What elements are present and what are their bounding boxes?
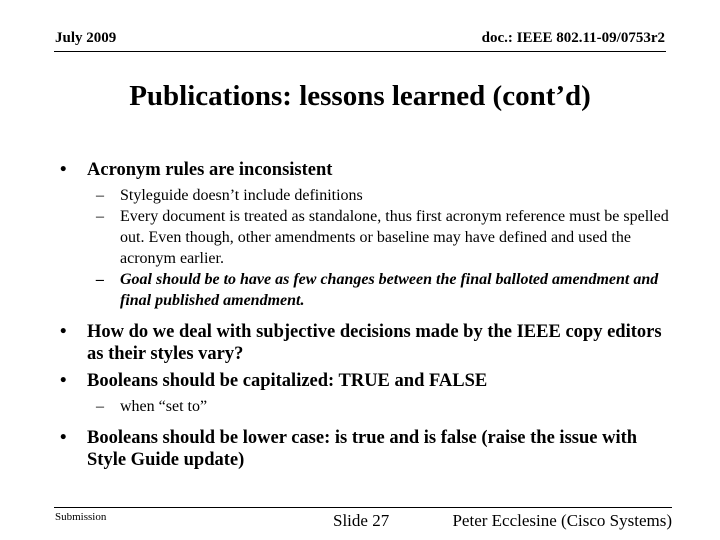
footer-author: Peter Ecclesine (Cisco Systems) (452, 511, 672, 530)
bullet-booleans-capitalized (60, 370, 680, 392)
dash-icon: – (96, 187, 104, 204)
bullet-text: Booleans should be capitalized: TRUE and FALSE (87, 371, 488, 391)
footer-slide-number: Slide 27 (333, 511, 390, 530)
header-date: July 2009 (55, 30, 117, 46)
sub-bullet-standalone (60, 206, 680, 269)
sub-bullet-styleguide (60, 185, 680, 206)
bullet-icon: • (60, 322, 67, 342)
header-divider (54, 51, 666, 52)
footer-submission: Submission (55, 511, 107, 523)
sub-bullet-text: Goal should be to have as few changes between the final balloted amendment and final published amendment. (120, 271, 659, 309)
slide-title: Publications: lessons learned (cont’d) (129, 80, 591, 112)
sub-bullet-text: Styleguide doesn’t include definitions (120, 187, 363, 204)
bullet-icon: • (60, 371, 67, 391)
bullet-text: How do we deal with subjective decisions made by the IEEE copy editors as their styles vary? (87, 322, 662, 364)
dash-icon: – (96, 271, 104, 288)
bullet-text: Booleans should be lower case: is true and is false (raise the issue with Style Guide update) (87, 428, 638, 470)
sub-bullet-text: Every document is treated as standalone, thus first acronym reference must be spelled out. Even though, other amendments or baseline may have defined and used the acronym earlier. (120, 208, 669, 267)
bullet-text: Acronym rules are inconsistent (87, 160, 333, 180)
bullet-acronym-rules (60, 159, 680, 181)
bullet-icon: • (60, 160, 67, 180)
bullet-booleans-lower-case (60, 427, 680, 471)
bullet-subjective-decisions (60, 321, 680, 365)
sub-bullet-goal (60, 269, 680, 311)
dash-icon: – (96, 208, 104, 225)
sub-bullet-set-to (60, 396, 680, 417)
footer-divider (54, 507, 672, 508)
dash-icon: – (96, 398, 104, 415)
header-doc-id: doc.: IEEE 802.11-09/0753r2 (481, 30, 665, 46)
sub-bullet-text: when “set to” (120, 398, 208, 415)
slide-body (60, 159, 680, 471)
bullet-icon: • (60, 428, 67, 448)
